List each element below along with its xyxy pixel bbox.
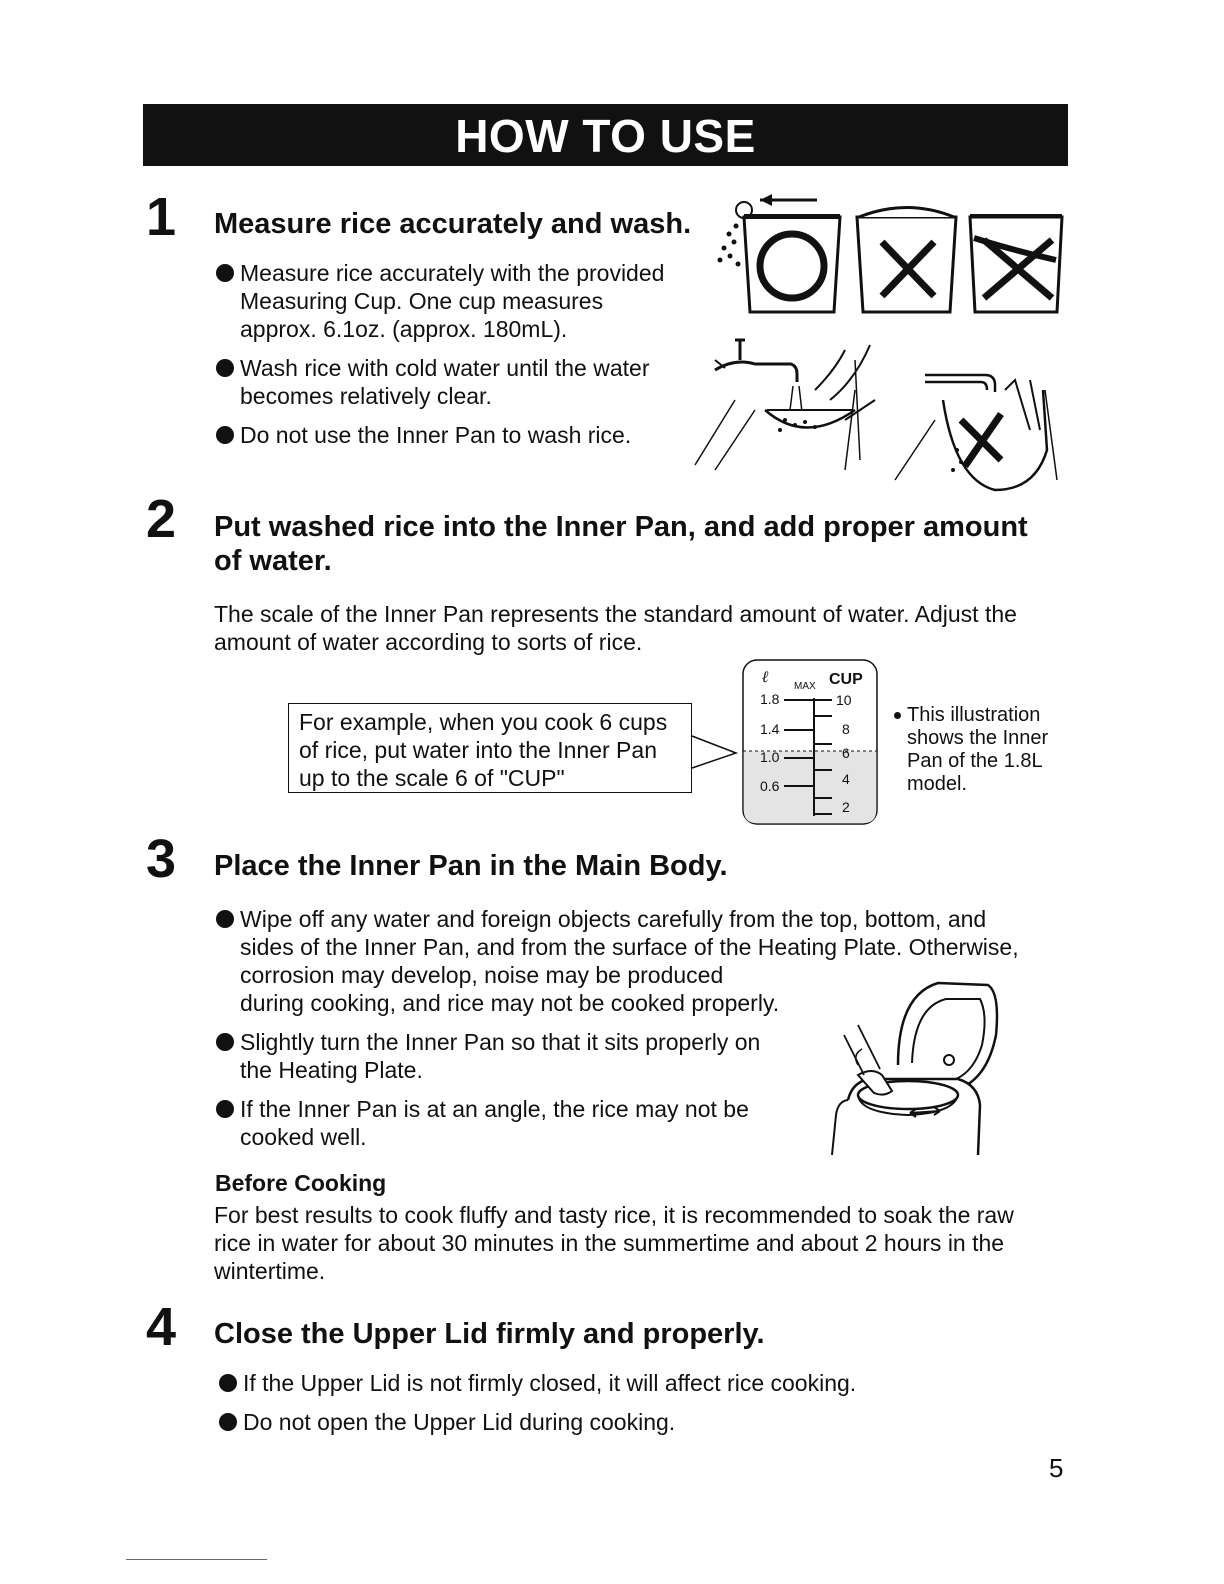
bullet-icon (219, 1374, 237, 1392)
step-2-number: 2 (146, 489, 177, 549)
illustration-note: This illustration shows the Inner Pan of the 1.8L model. (894, 704, 1069, 796)
footer-rule (126, 1559, 267, 1560)
step-3-number: 3 (146, 829, 177, 889)
bullet-icon (216, 264, 234, 282)
step-2-title: Put washed rice into the Inner Pan, and add proper amount of water. (214, 511, 1028, 577)
page-number: 5 (1049, 1453, 1064, 1483)
bullet-icon (894, 712, 901, 719)
list-item: If the Upper Lid is not firmly closed, it will affect rice cooking. (219, 1369, 1019, 1397)
step-2-paragraph: The scale of the Inner Pan represents the standard amount of water. Adjust the amount of water according to sorts of rice. (214, 601, 1017, 655)
list-item: If the Inner Pan is at an angle, the rice may not be cooked well. (216, 1095, 1066, 1151)
cup-mark: 6 (842, 745, 850, 761)
inner-pan-water-scale (692, 658, 882, 828)
cup-mark: 10 (836, 692, 852, 708)
step-4-title: Close the Upper Lid firmly and properly. (214, 1318, 765, 1350)
bullet-icon (216, 1033, 234, 1051)
bullet-icon (216, 359, 234, 377)
cup-mark: 4 (842, 771, 850, 787)
cup-mark: 8 (842, 721, 850, 737)
list-item: Do not use the Inner Pan to wash rice. (216, 421, 686, 449)
liter-mark: 1.0 (760, 749, 780, 765)
step-3-title: Place the Inner Pan in the Main Body. (214, 850, 728, 882)
list-item: Wipe off any water and foreign objects carefully from the top, bottom, and sides of the Inner Pan, and from the surface of the Heating Plate. Otherwise, corrosion may develop, noise may be produced during cooking, and rice may not be cooked properly. (216, 905, 1066, 1017)
measuring-cup-illustration (712, 190, 1072, 320)
max-label: MAX (794, 681, 816, 692)
before-cooking-heading: Before Cooking (215, 1170, 387, 1196)
step-1-title: Measure rice accurately and wash. (214, 208, 692, 240)
liter-mark: 1.4 (760, 721, 780, 737)
liter-mark: 0.6 (760, 778, 780, 794)
list-item: Do not open the Upper Lid during cooking. (219, 1408, 1019, 1436)
before-cooking-text: For best results to cook fluffy and tasty rice, it is recommended to soak the raw rice in water for about 30 minutes in the summertime and about 2 hours in the wintertime. (214, 1202, 1014, 1284)
example-callout-box: For example, when you cook 6 cups of rice, put water into the Inner Pan up to the scale 6 of "CUP" (288, 703, 692, 793)
bullet-icon (216, 426, 234, 444)
step-4-bullets (219, 1369, 1019, 1447)
bullet-icon (219, 1413, 237, 1431)
list-item: Measure rice accurately with the provided Measuring Cup. One cup measures approx. 6.1oz. (approx. 180mL). (216, 259, 686, 343)
bullet-icon (216, 910, 234, 928)
cup-label: CUP (829, 671, 863, 688)
washing-rice-illustration (695, 330, 1065, 495)
page-title: HOW TO USE (143, 104, 1068, 166)
step-4-number: 4 (146, 1297, 177, 1357)
cup-mark: 2 (842, 799, 850, 815)
bullet-icon (216, 1100, 234, 1118)
step-1-bullets (216, 259, 686, 460)
step-1-number: 1 (146, 187, 177, 247)
list-item: Wash rice with cold water until the water becomes relatively clear. (216, 354, 686, 410)
liter-mark: 1.8 (760, 691, 780, 707)
rice-cooker-illustration (828, 975, 1003, 1160)
liter-symbol: ℓ (762, 667, 769, 686)
list-item: Slightly turn the Inner Pan so that it sits properly on the Heating Plate. (216, 1028, 1066, 1084)
